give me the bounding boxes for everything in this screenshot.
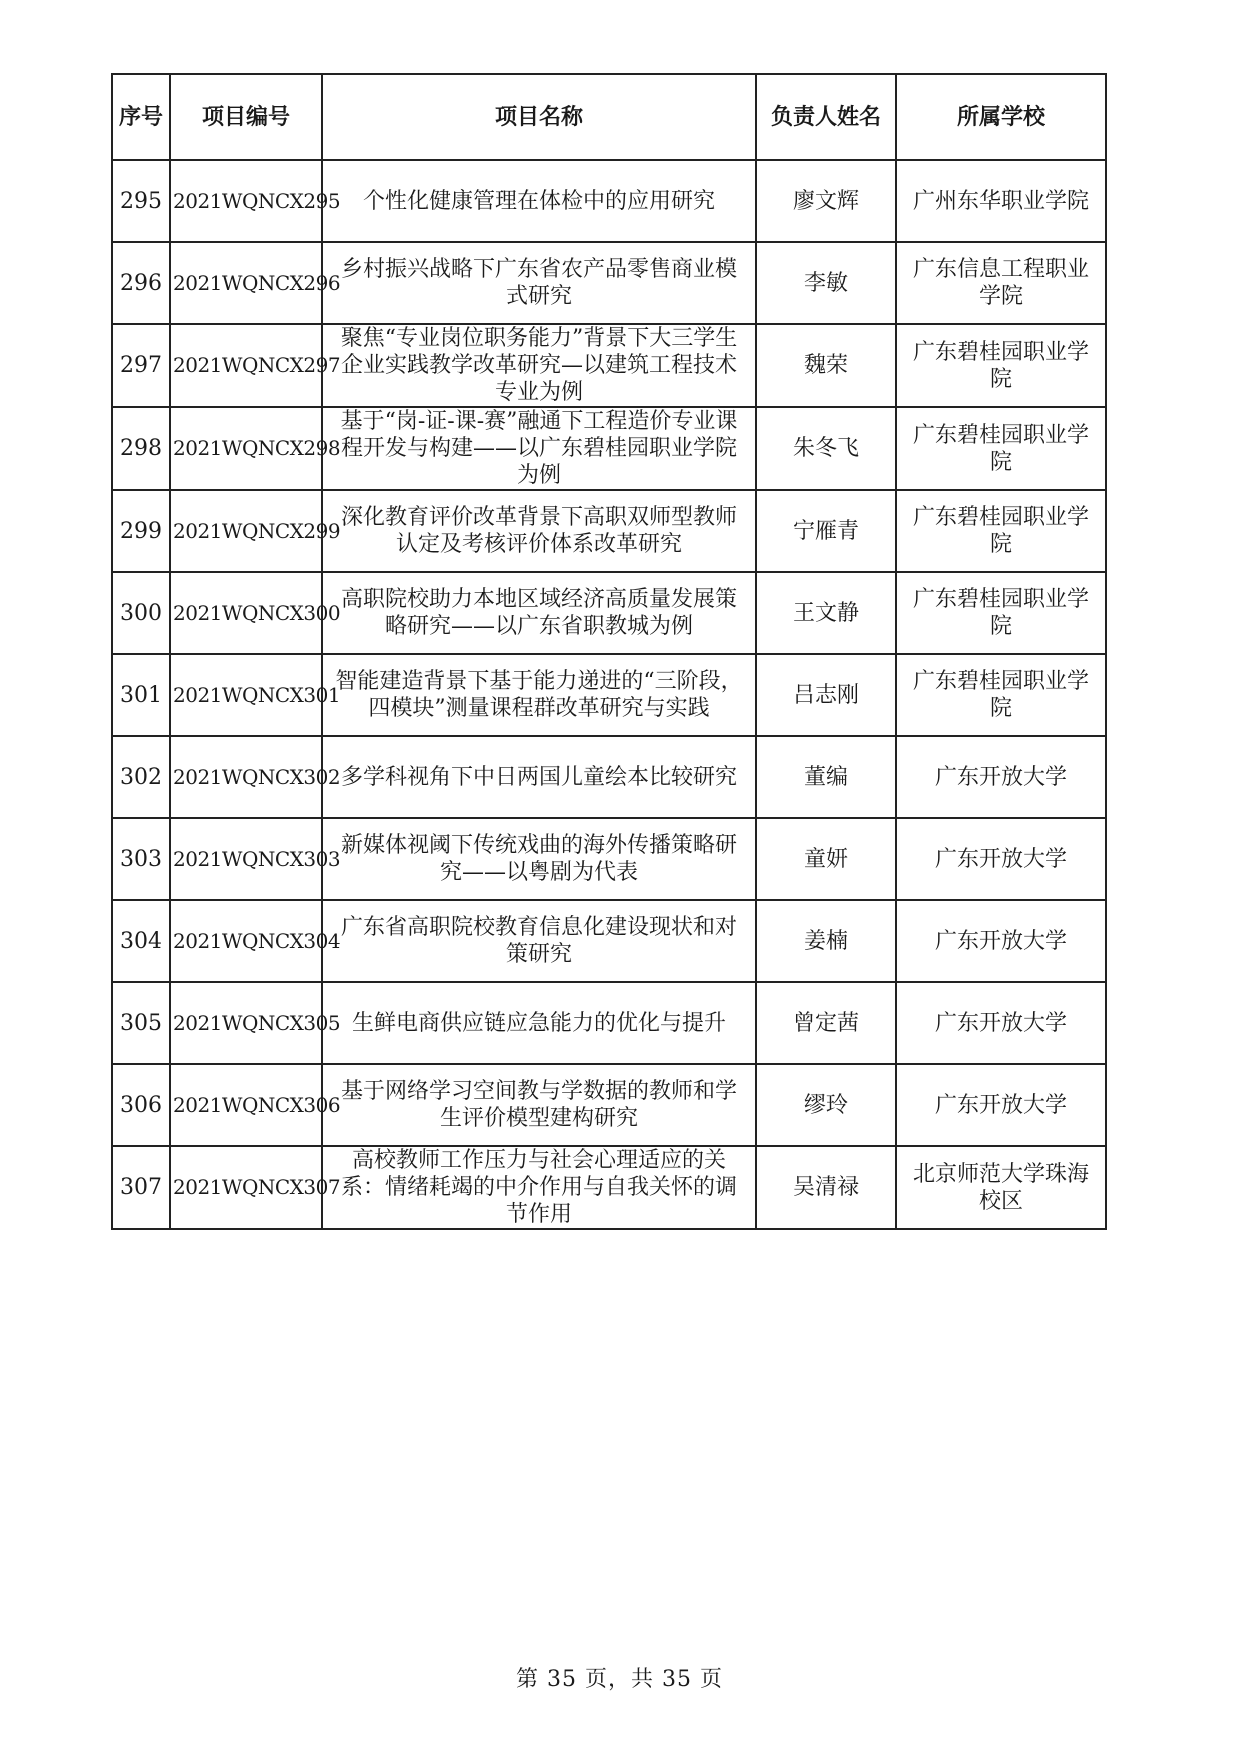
cell-code: 2021WQNCX295 (170, 160, 322, 242)
cell-name: 多学科视角下中日两国儿童绘本比较研究 (322, 736, 756, 818)
cell-school: 广东碧桂园职业学院 (896, 654, 1106, 736)
cell-school: 广东开放大学 (896, 982, 1106, 1064)
cell-code: 2021WQNCX299 (170, 490, 322, 572)
cell-leader: 曾定茜 (756, 982, 896, 1064)
cell-seq: 307 (112, 1146, 170, 1229)
cell-code: 2021WQNCX301 (170, 654, 322, 736)
cell-school: 广东开放大学 (896, 736, 1106, 818)
cell-seq: 304 (112, 900, 170, 982)
cell-name: 新媒体视阈下传统戏曲的海外传播策略研究——以粤剧为代表 (322, 818, 756, 900)
table-row (112, 1064, 1106, 1146)
table-row (112, 160, 1106, 242)
header-name: 项目名称 (322, 74, 756, 160)
cell-leader: 吕志刚 (756, 654, 896, 736)
cell-school: 北京师范大学珠海校区 (896, 1146, 1106, 1229)
cell-code: 2021WQNCX306 (170, 1064, 322, 1146)
cell-code: 2021WQNCX304 (170, 900, 322, 982)
table-row (112, 490, 1106, 572)
cell-seq: 295 (112, 160, 170, 242)
page-number: 第 35 页，共 35 页 (516, 1667, 723, 1692)
cell-leader: 王文静 (756, 572, 896, 654)
cell-seq: 300 (112, 572, 170, 654)
cell-name: 高校教师工作压力与社会心理适应的关系：情绪耗竭的中介作用与自我关怀的调节作用 (322, 1146, 756, 1229)
table-row (112, 736, 1106, 818)
cell-name: 智能建造背景下基于能力递进的“三阶段，四模块”测量课程群改革研究与实践 (322, 654, 756, 736)
cell-code: 2021WQNCX305 (170, 982, 322, 1064)
cell-code: 2021WQNCX300 (170, 572, 322, 654)
header-code: 项目编号 (170, 74, 322, 160)
cell-school: 广东碧桂园职业学院 (896, 324, 1106, 407)
cell-code: 2021WQNCX296 (170, 242, 322, 324)
header-school: 所属学校 (896, 74, 1106, 160)
cell-seq: 303 (112, 818, 170, 900)
cell-name: 聚焦“专业岗位职务能力”背景下大三学生企业实践教学改革研究—以建筑工程技术专业为例 (322, 324, 756, 407)
table-row (112, 242, 1106, 324)
cell-code: 2021WQNCX307 (170, 1146, 322, 1229)
cell-leader: 朱冬飞 (756, 407, 896, 490)
table-row (112, 654, 1106, 736)
table-row (112, 1146, 1106, 1229)
cell-leader: 缪玲 (756, 1064, 896, 1146)
cell-school: 广东开放大学 (896, 818, 1106, 900)
cell-leader: 董编 (756, 736, 896, 818)
cell-seq: 296 (112, 242, 170, 324)
cell-seq: 301 (112, 654, 170, 736)
cell-seq: 298 (112, 407, 170, 490)
cell-seq: 305 (112, 982, 170, 1064)
cell-leader: 童妍 (756, 818, 896, 900)
cell-school: 广东碧桂园职业学院 (896, 407, 1106, 490)
cell-seq: 297 (112, 324, 170, 407)
cell-name: 基于网络学习空间教与学数据的教师和学生评价模型建构研究 (322, 1064, 756, 1146)
cell-code: 2021WQNCX298 (170, 407, 322, 490)
cell-name: 深化教育评价改革背景下高职双师型教师认定及考核评价体系改革研究 (322, 490, 756, 572)
table-row (112, 572, 1106, 654)
table-row (112, 324, 1106, 407)
cell-seq: 299 (112, 490, 170, 572)
cell-leader: 姜楠 (756, 900, 896, 982)
cell-name: 基于“岗-证-课-赛”融通下工程造价专业课程开发与构建——以广东碧桂园职业学院为例 (322, 407, 756, 490)
table-row (112, 407, 1106, 490)
cell-leader: 李敏 (756, 242, 896, 324)
cell-leader: 魏荣 (756, 324, 896, 407)
header-leader: 负责人姓名 (756, 74, 896, 160)
cell-school: 广东开放大学 (896, 900, 1106, 982)
cell-seq: 306 (112, 1064, 170, 1146)
cell-name: 生鲜电商供应链应急能力的优化与提升 (322, 982, 756, 1064)
table-header-row (112, 74, 1106, 160)
cell-name: 高职院校助力本地区域经济高质量发展策略研究——以广东省职教城为例 (322, 572, 756, 654)
header-seq: 序号 (112, 74, 170, 160)
cell-name: 乡村振兴战略下广东省农产品零售商业模式研究 (322, 242, 756, 324)
cell-school: 广东碧桂园职业学院 (896, 572, 1106, 654)
table-row (112, 982, 1106, 1064)
cell-code: 2021WQNCX302 (170, 736, 322, 818)
cell-seq: 302 (112, 736, 170, 818)
cell-school: 广东开放大学 (896, 1064, 1106, 1146)
cell-name: 广东省高职院校教育信息化建设现状和对策研究 (322, 900, 756, 982)
cell-leader: 吴清禄 (756, 1146, 896, 1229)
cell-name: 个性化健康管理在体检中的应用研究 (322, 160, 756, 242)
cell-school: 广州东华职业学院 (896, 160, 1106, 242)
cell-school: 广东信息工程职业学院 (896, 242, 1106, 324)
cell-leader: 宁雁青 (756, 490, 896, 572)
cell-code: 2021WQNCX303 (170, 818, 322, 900)
project-table (111, 73, 1107, 1230)
table-row (112, 818, 1106, 900)
cell-code: 2021WQNCX297 (170, 324, 322, 407)
table-row (112, 900, 1106, 982)
cell-leader: 廖文辉 (756, 160, 896, 242)
cell-school: 广东碧桂园职业学院 (896, 490, 1106, 572)
